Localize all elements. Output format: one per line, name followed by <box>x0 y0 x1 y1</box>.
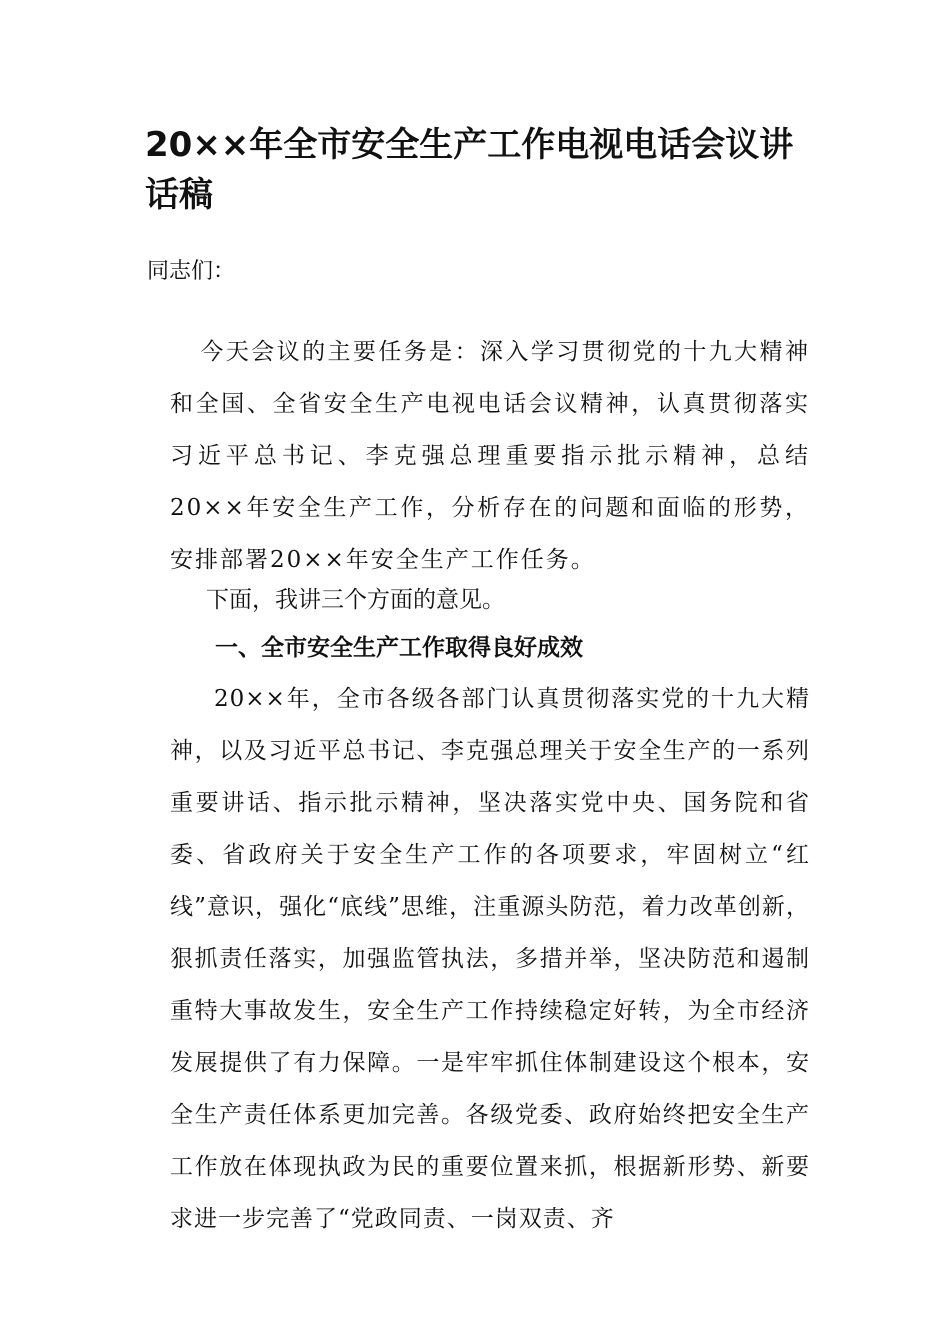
section-paragraph <box>170 673 810 1245</box>
section-heading: 一、全市安全生产工作取得良好成效 <box>215 635 583 661</box>
paragraph-three-aspects <box>170 574 810 626</box>
paragraph-text: 下面，我讲三个方面的意见。 <box>206 587 505 613</box>
paragraph-text: 20××年，全市各级各部门认真贯彻落实党的十九大精神，以及习近平总书记、李克强总理关于安全生产的一系列重要讲话、指示批示精神，坚决落实党中央、国务院和省委、省政府关于安全生产工作的各项要求，牢固树立“红线”意识，强化“底线”思维，注重源头防范，着力改革创新，狠抓责任落实，加强监管执法，多措并举，坚决防范和遏制重特大事故发生，安全生产工作持续稳定好转，为全市经济发展提供了有力保障。一是牢牢抓住体制建设这个根本，安全生产责任体系更加完善。各级党委、政府始终把安全生产工作放在体现执政为民的重要位置来抓，根据新形势、新要求进一步完善了“党政同责、一岗双责、齐 <box>170 686 810 1232</box>
paragraph-text: 今天会议的主要任务是：深入学习贯彻党的十九大精神和全国、全省安全生产电视电话会议精神，认真贯彻落实习近平总书记、李克强总理重要指示批示精神，总结20××年安全生产工作，分析存在的问题和面临的形势，安排部署20××年安全生产工作任务。 <box>170 339 810 573</box>
salutation: 同志们： <box>147 259 236 284</box>
document-title: 20××年全市安全生产工作电视电话会议讲话稿 <box>145 125 794 215</box>
paragraph-meeting-tasks <box>170 326 810 586</box>
